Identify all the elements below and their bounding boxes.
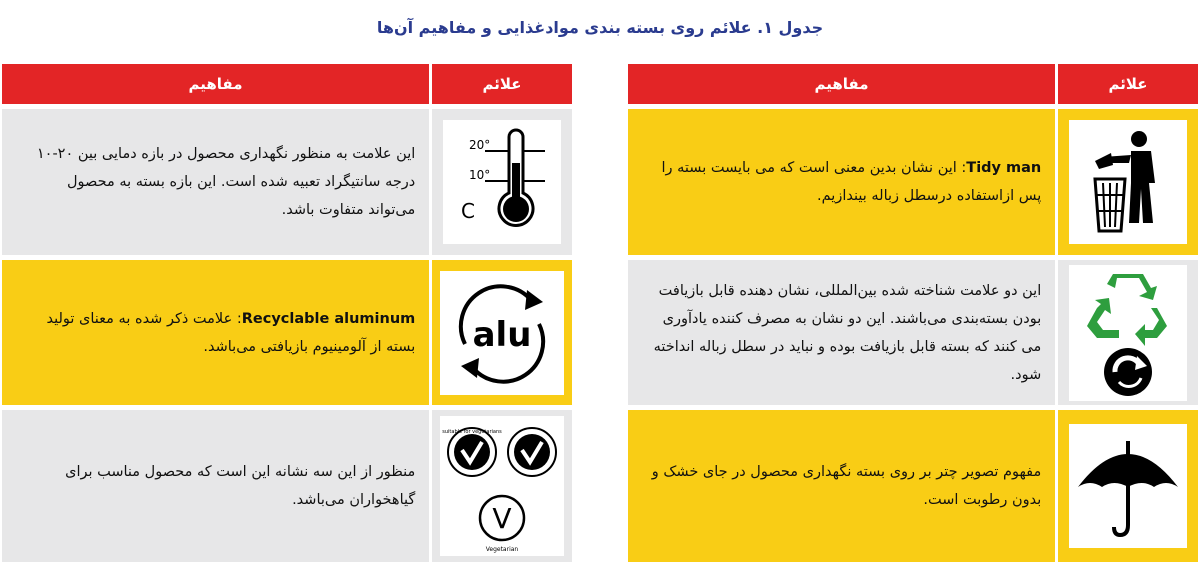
temp-label-20: 20° [469, 138, 491, 152]
recycle-icon [1069, 265, 1187, 401]
row-concept-text: Tidy man: این نشان بدین معنی است که می بایست بسته را پس ازاستفاده درسطل زباله بیندازیم. [628, 109, 1058, 255]
table-row [628, 260, 1198, 405]
table-row [628, 410, 1198, 562]
header-concepts: مفاهیم [2, 64, 432, 104]
alu-logo-text: alu [472, 314, 532, 355]
table-row [2, 260, 572, 405]
right-table-header [628, 64, 1198, 104]
temp-unit: C [461, 199, 476, 223]
alu-recycle-icon [440, 271, 564, 395]
row-concept-text: این علامت به منظور نگهداری محصول در بازه دمایی بین ۲۰-۱۰ درجه سانتیگراد تعبیه شده است. این بازه بسته به محصول می‌تواند متفاوت باشد. [2, 109, 432, 255]
header-concepts: مفاهیم [628, 64, 1058, 104]
row-concept-text: منظور از این سه نشانه این است که محصول مناسب برای گیاهخواران می‌باشد. [2, 410, 432, 562]
term-recyclable-aluminum: Recyclable aluminum [241, 310, 416, 327]
header-symbols: علائم [1058, 64, 1198, 104]
vegetarian-icon [440, 416, 564, 556]
left-table [2, 64, 572, 562]
table-row [628, 109, 1198, 255]
row-concept-text: مفهوم تصویر چتر بر روی بسته نگهداری محصول در جای خشک و بدون رطوبت است. [628, 410, 1058, 562]
umbrella-icon [1069, 424, 1187, 548]
table-row [2, 109, 572, 255]
term-tidy-man: Tidy man [966, 160, 1042, 176]
left-table-header [2, 64, 572, 104]
veg-caption: Vegetarian [485, 546, 519, 553]
veg-v-letter: V [492, 502, 512, 535]
table-title: جدول ۱. علائم روی بسته بندی موادغذایی و مفاهیم آن‌ها [376, 18, 824, 37]
thermometer-icon [443, 120, 561, 244]
temp-label-10: 10° [469, 168, 491, 182]
tidy-man-icon [1069, 120, 1187, 244]
header-symbols: علائم [432, 64, 572, 104]
veg-badge-label-1: suitable for vegetarians [442, 429, 502, 435]
table-row [2, 410, 572, 562]
row-concept-text: Recyclable aluminum: علامت ذکر شده به معنای تولید بسته از آلومینیوم بازیافتی می‌باشد. [2, 260, 432, 405]
right-table [628, 64, 1198, 562]
row-concept-text: این دو علامت شناخته شده بین‌المللی، نشان دهنده قابل بازیافت بودن بسته‌بندی می‌باشند. این دو نشان به مصرف کننده یادآوری می کنند که بسته قابل بازیافت بوده و نباید در سطل زباله انداخته شود. [628, 260, 1058, 405]
